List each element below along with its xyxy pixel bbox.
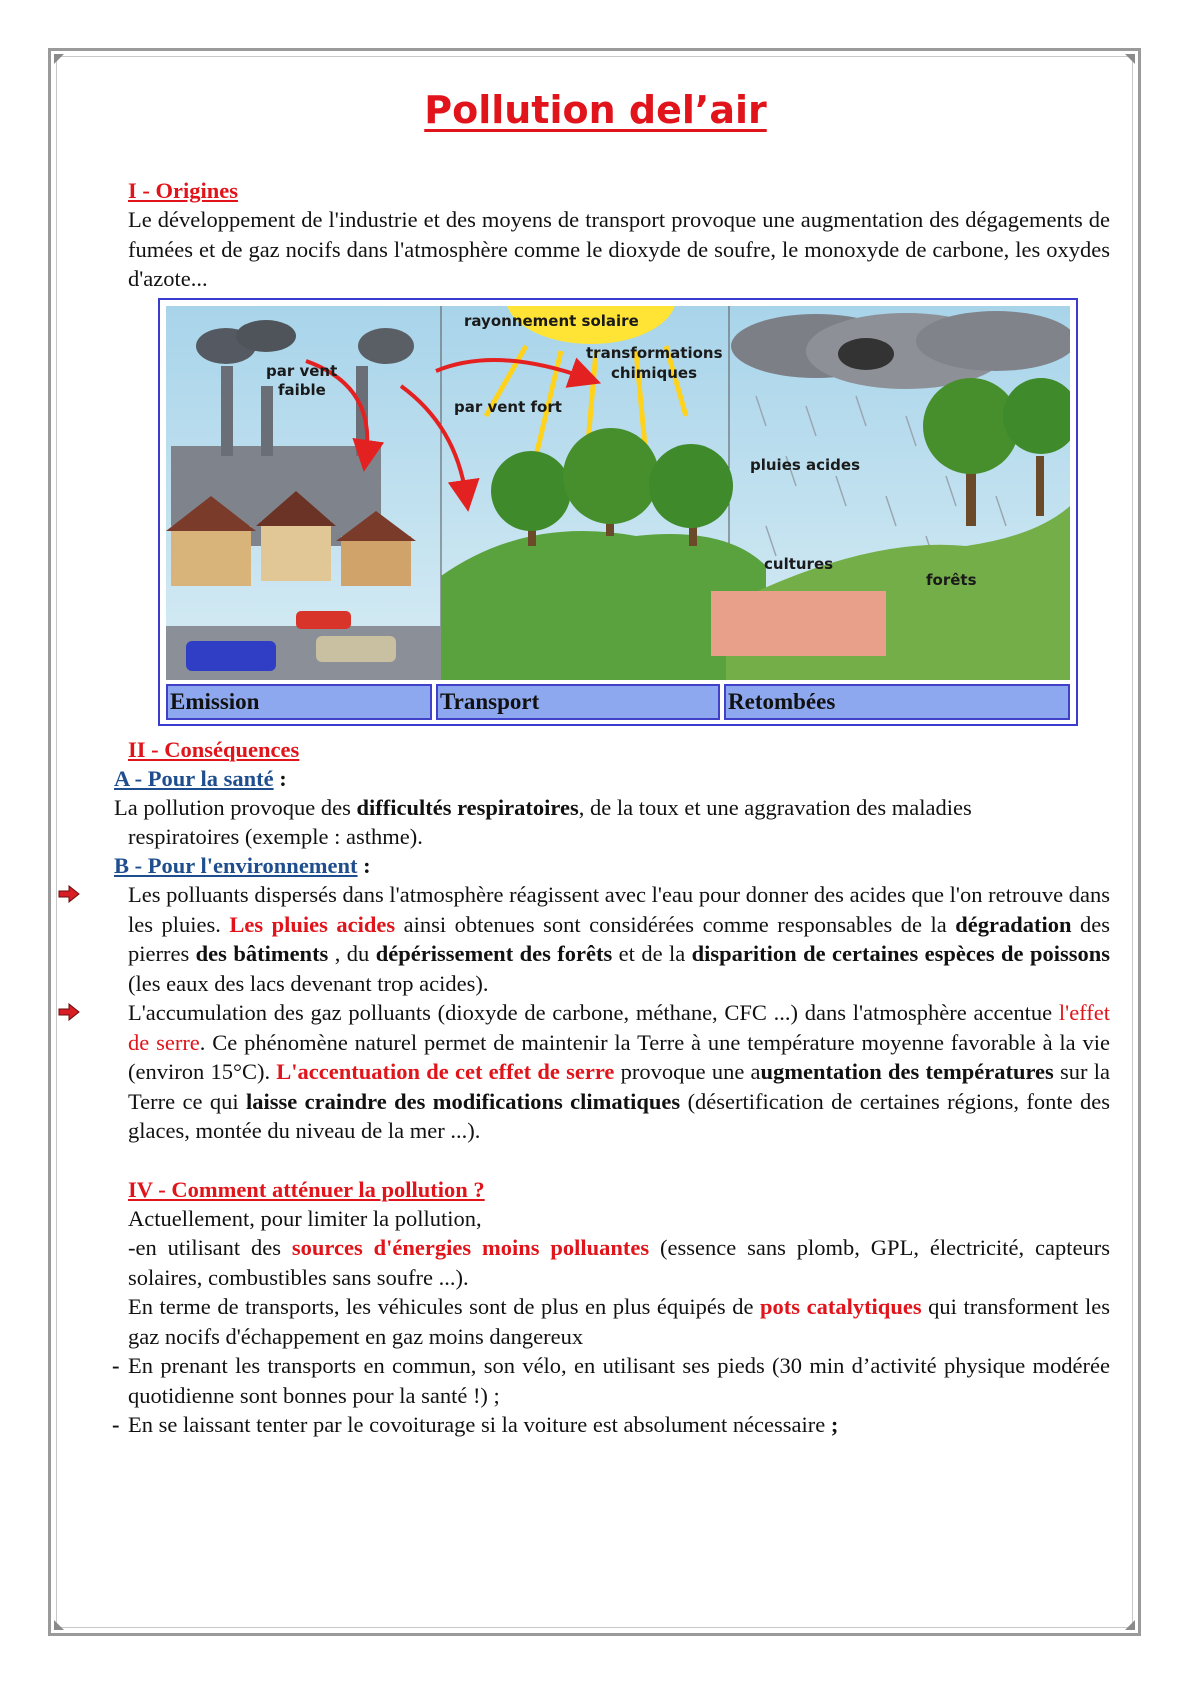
bullet-pointer-icon (58, 1003, 80, 1021)
diagram-captions (166, 684, 1070, 720)
attenuer-list-item-2: En se laissant tenter par le covoiturage si la voiture est absolument nécessaire ; (128, 1412, 839, 1437)
label-vent-fort: par vent fort (454, 398, 562, 416)
pollution-scene (166, 306, 1070, 680)
section-heading-origines: I - Origines (128, 178, 238, 203)
caption-emission: Emission (166, 684, 432, 720)
frame-corner (1125, 54, 1135, 64)
bullet-pointer-icon (58, 885, 80, 903)
subheading-sante: A - Pour la santé : (114, 766, 287, 791)
section-heading-consequences: II - Conséquences (128, 737, 300, 762)
label-vent-faible: faible (278, 381, 326, 399)
red-car (296, 611, 351, 629)
label-forets: forêts (926, 571, 977, 589)
attenuer-list-item-1: En prenant les transports en commun, son vélo, en utilisant ses pieds (30 min d’activité physique modérée quotidienne sont bonnes pour la santé !) ; (128, 1353, 1110, 1408)
label-pluies-acides: pluies acides (750, 456, 861, 474)
suv (316, 636, 396, 662)
van (186, 641, 276, 671)
origines-paragraph: Le développement de l'industrie et des moyens de transport provoque une augmentation des dégagements de fumées et de gaz nocifs dans l'atmosphère comme le dioxyde de soufre, le monoxyde de carbone, les oxydes d'azote... (128, 207, 1110, 291)
pollution-diagram (158, 298, 1078, 726)
page-title: Pollution del’air (424, 88, 767, 132)
section-heading-attenuer: IV - Comment atténuer la pollution ? (128, 1177, 485, 1202)
list-dash: - (112, 1353, 120, 1378)
attenuer-paragraph-transports: En terme de transports, les véhicules sont de plus en plus équipés de pots catalytiques qui transforment les gaz nocifs d'échappement en gaz moins dangereux (128, 1294, 1110, 1349)
list-dash: - (112, 1412, 120, 1437)
frame-corner (1125, 1620, 1135, 1630)
environnement-paragraph-2: L'accumulation des gaz polluants (dioxyde de carbone, méthane, CFC ...) dans l'atmosphère accentue l'effet de serre. Ce phénomène naturel permet de maintenir la Terre à une température moyenne favorable à la vie (environ 15°C). L'accentuation de cet effet de serre provoque une augmentation des températures sur la Terre ce qui laisse craindre des modifications climatiques (désertification de certaines régions, fonte des glaces, montée du niveau de la mer ...). (128, 1000, 1110, 1143)
label-rayonnement: rayonnement solaire (464, 312, 639, 330)
label-cultures: cultures (764, 555, 834, 573)
attenuer-intro: Actuellement, pour limiter la pollution, (128, 1206, 482, 1231)
attenuer-paragraph-energies: -en utilisant des sources d'énergies moins polluantes (essence sans plomb, GPL, électricité, capteurs solaires, combustibles sans soufre ...). (128, 1235, 1110, 1290)
label-vent-faible: par vent (266, 362, 338, 380)
crop-field (711, 591, 886, 656)
label-transformations: transformations (586, 344, 723, 362)
caption-retombees: Retombées (724, 684, 1070, 720)
label-transformations: chimiques (611, 364, 698, 382)
caption-transport: Transport (436, 684, 720, 720)
environnement-paragraph-1: Les polluants dispersés dans l'atmosphère réagissent avec l'eau pour donner des acides que l'on retrouve dans les pluies. Les pluies acides ainsi obtenues sont considérées comme responsables de la dégradation des pierres des bâtiments , du dépérissement des forêts et de la disparition de certaines espèces de poissons (les eaux des lacs devenant trop acides). (128, 882, 1110, 996)
sante-paragraph-cont: respiratoires (exemple : asthme). (128, 824, 423, 849)
sante-paragraph: La pollution provoque des difficultés respiratoires, de la toux et une aggravation des maladies (114, 795, 972, 820)
subheading-environnement: B - Pour l'environnement : (114, 853, 371, 878)
frame-corner (54, 1620, 64, 1630)
frame-corner (54, 54, 64, 64)
